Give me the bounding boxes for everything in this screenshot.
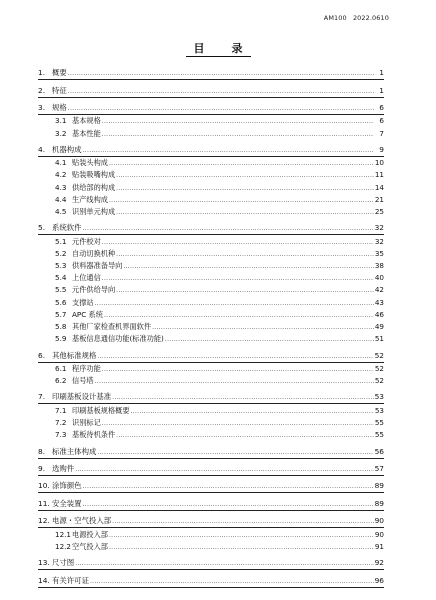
toc-entry-number: 5.7 xyxy=(55,309,67,319)
toc-entry[interactable] xyxy=(38,284,384,296)
toc-dot-leader xyxy=(95,376,374,387)
toc-dot-leader xyxy=(102,364,374,375)
toc-entry-number: 1. xyxy=(38,68,46,78)
toc-dot-leader xyxy=(68,103,374,114)
toc-entry[interactable] xyxy=(38,404,384,416)
toc-entry-label: 选购件 xyxy=(52,464,75,473)
page-header xyxy=(320,14,389,22)
toc-entry-label: 识别单元构成 xyxy=(72,206,116,216)
toc-entry-number: 6.2 xyxy=(55,375,67,385)
toc-dot-leader xyxy=(68,86,374,97)
toc-entry-number: 5.3 xyxy=(55,261,67,270)
toc-entry[interactable] xyxy=(38,321,384,333)
toc-dot-leader xyxy=(123,261,374,272)
toc-entry-label: 标准主体构成 xyxy=(52,446,97,456)
toc-entry-page: 32 xyxy=(374,223,384,233)
toc-entry-number: 3.2 xyxy=(55,128,67,138)
toc-entry-label: 基板待机条件 xyxy=(72,430,116,440)
toc-dot-leader xyxy=(152,322,374,333)
toc-entry-label: 识别标记 xyxy=(72,417,101,427)
toc-entry-number: 9. xyxy=(38,464,46,473)
toc-dot-leader xyxy=(104,310,374,321)
toc-entry[interactable] xyxy=(38,333,384,345)
toc-entry[interactable] xyxy=(38,575,384,588)
toc-dot-leader xyxy=(75,464,373,475)
toc-entry-label: 基本性能 xyxy=(72,128,101,138)
toc-entry-number: 7.3 xyxy=(55,430,67,440)
toc-entry-label: 印刷基板设计基准 xyxy=(52,392,112,402)
toc-entry-number: 7.2 xyxy=(55,417,67,427)
toc-dot-leader xyxy=(109,542,374,553)
toc-entry[interactable] xyxy=(38,235,384,247)
toc-entry-page: 90 xyxy=(374,529,384,539)
toc-entry-page: 35 xyxy=(374,248,384,258)
toc-dot-leader xyxy=(83,145,374,156)
toc-entry[interactable] xyxy=(38,557,384,570)
toc-entry-number: 5.1 xyxy=(55,236,67,246)
toc-entry-page: 46 xyxy=(374,309,384,319)
toc-entry-label: 支撑站 xyxy=(72,297,94,307)
toc-entry-number: 4.1 xyxy=(55,158,67,168)
toc-entry[interactable] xyxy=(38,429,384,441)
toc-entry-number: 13. xyxy=(38,558,50,568)
toc-entry-label: 印刷基板规格概要 xyxy=(72,405,130,415)
toc-entry[interactable] xyxy=(38,194,384,206)
toc-entry-label: 规格 xyxy=(52,103,67,113)
toc-entry-number: 4.5 xyxy=(55,206,67,216)
toc-entry-number: 5.5 xyxy=(55,285,67,295)
toc-dot-leader xyxy=(116,170,374,181)
toc-entry[interactable] xyxy=(38,222,384,235)
toc-entry-number: 12.2 xyxy=(55,541,72,551)
toc-entry[interactable] xyxy=(38,349,384,362)
toc-entry[interactable] xyxy=(38,181,384,193)
toc-entry-number: 5.4 xyxy=(55,273,67,283)
toc-entry-page: 91 xyxy=(374,541,384,551)
toc-dot-leader xyxy=(112,516,373,527)
toc-entry[interactable] xyxy=(38,309,384,321)
toc-entry[interactable] xyxy=(38,272,384,284)
toc-entry[interactable] xyxy=(38,157,384,169)
toc-entry-page: 14 xyxy=(374,182,384,192)
toc-entry[interactable] xyxy=(38,375,384,387)
toc-dot-leader xyxy=(68,68,374,79)
toc-entry-number: 12. xyxy=(38,516,50,526)
toc-entry-number: 5. xyxy=(38,223,46,233)
toc-entry-label: 机器构成 xyxy=(52,145,82,155)
toc-dot-leader xyxy=(109,195,374,206)
doc-code: AM100 xyxy=(323,14,347,22)
toc-entry-label: 电源投入部 xyxy=(72,529,108,539)
toc-dot-leader xyxy=(109,158,374,169)
toc-dot-leader xyxy=(116,285,374,296)
toc-dot-leader xyxy=(95,298,374,309)
toc-entry-page: 96 xyxy=(374,575,384,585)
toc-entry-page: 56 xyxy=(374,446,384,456)
toc-entry-number: 7. xyxy=(38,392,46,402)
toc-entry-label: 有关许可证 xyxy=(52,575,89,585)
toc-entry-label: 上位通信 xyxy=(72,273,101,283)
toc-entry[interactable] xyxy=(38,127,384,139)
toc-dot-leader xyxy=(116,207,374,218)
toc-entry-number: 5.2 xyxy=(55,248,67,258)
toc-entry-number: 4.3 xyxy=(55,182,67,192)
toc-entry[interactable] xyxy=(38,541,384,553)
toc-entry-page: 6 xyxy=(379,103,384,113)
toc-entry-number: 6.1 xyxy=(55,363,67,373)
toc-entry[interactable] xyxy=(38,528,384,540)
toc-dot-leader xyxy=(109,530,374,541)
toc-dot-leader xyxy=(97,351,373,362)
toc-entry-number: 5.8 xyxy=(55,321,67,331)
toc-dot-leader xyxy=(116,430,374,441)
toc-entry[interactable] xyxy=(38,363,384,375)
toc-entry[interactable] xyxy=(38,463,384,476)
toc-dot-leader xyxy=(102,129,374,140)
toc-entry-label: 其他厂家检查机界面软件 xyxy=(72,321,152,331)
toc-entry-page: 90 xyxy=(374,516,384,526)
toc-entry-number: 11. xyxy=(38,498,50,508)
toc-entry-page: 53 xyxy=(374,405,384,415)
toc-entry-page: 32 xyxy=(374,236,384,246)
toc-entry-label: 供料器准备导向 xyxy=(72,261,123,270)
toc-dot-leader xyxy=(102,237,374,248)
toc-entry[interactable] xyxy=(38,169,384,181)
toc-entry-label: 生产线构成 xyxy=(72,194,108,204)
toc-entry[interactable] xyxy=(38,248,384,260)
toc-entry-page: 43 xyxy=(374,297,384,307)
toc-entry-number: 12.1 xyxy=(55,529,72,539)
toc-dot-leader xyxy=(116,183,374,194)
toc-entry[interactable] xyxy=(38,102,384,115)
toc-entry-page: 53 xyxy=(374,392,384,402)
toc-entry-label: 电源・空气投入部 xyxy=(52,516,112,526)
toc-dot-leader xyxy=(131,406,374,417)
toc-entry-label: 其他标准规格 xyxy=(52,350,97,360)
toc-entry-label: 贴装头构成 xyxy=(72,158,108,168)
table-of-contents xyxy=(38,67,384,588)
toc-entry-label: 供给部的构成 xyxy=(72,182,116,192)
toc-entry-page: 89 xyxy=(374,481,384,491)
toc-dot-leader xyxy=(102,418,374,429)
toc-entry-label: 贴装吸嘴构成 xyxy=(72,170,116,180)
toc-entry-page: 52 xyxy=(374,375,384,385)
toc-entry-page: 52 xyxy=(374,350,384,360)
toc-entry[interactable] xyxy=(38,391,384,404)
toc-entry-page: 25 xyxy=(374,206,384,216)
toc-entry-number: 5.6 xyxy=(55,297,67,307)
toc-entry-label: 元件供给导向 xyxy=(72,285,116,295)
toc-entry-page: 51 xyxy=(374,334,384,344)
toc-dot-leader xyxy=(75,558,373,569)
toc-entry-label: 程序功能 xyxy=(72,363,101,373)
toc-entry-label: 涂饰颜色 xyxy=(52,481,82,491)
toc-entry-number: 5.9 xyxy=(55,334,67,344)
toc-entry-label: 安全装置 xyxy=(52,498,82,508)
doc-date: 2022.0610 xyxy=(352,14,389,22)
toc-entry-label: 空气投入部 xyxy=(72,541,108,551)
toc-title xyxy=(0,42,436,57)
toc-entry-page: 38 xyxy=(374,261,384,270)
toc-entry[interactable] xyxy=(38,515,384,528)
toc-entry-label: 信号塔 xyxy=(72,375,94,385)
toc-entry-label: 尺寸图 xyxy=(52,558,75,568)
toc-entry-label: 元件校对 xyxy=(72,236,101,246)
toc-entry-number: 7.1 xyxy=(55,405,67,415)
toc-entry-number: 14. xyxy=(38,575,50,585)
toc-entry-page: 7 xyxy=(379,128,384,138)
toc-entry-label: APC 系统 xyxy=(72,309,103,319)
toc-dot-leader xyxy=(90,576,374,587)
toc-dot-leader xyxy=(102,273,374,284)
toc-entry-label: 概要 xyxy=(52,68,67,78)
toc-entry[interactable] xyxy=(38,445,384,458)
toc-entry[interactable] xyxy=(38,115,384,127)
toc-entry-label: 基本规格 xyxy=(72,116,101,126)
toc-entry-page: 89 xyxy=(374,498,384,508)
toc-entry[interactable] xyxy=(38,417,384,429)
toc-entry-page: 40 xyxy=(374,273,384,283)
toc-entry-page: 9 xyxy=(379,145,384,155)
toc-entry-number: 4.4 xyxy=(55,194,67,204)
toc-entry-page: 1 xyxy=(379,68,384,78)
toc-entry-label: 系统软件 xyxy=(52,223,82,233)
toc-title-text: 目 录 xyxy=(186,42,251,57)
toc-entry[interactable] xyxy=(38,84,384,97)
toc-entry-label: 自动切换机种 xyxy=(72,248,116,258)
toc-dot-leader xyxy=(102,116,374,127)
toc-entry-page: 57 xyxy=(374,464,384,473)
toc-entry-page: 49 xyxy=(374,321,384,331)
toc-entry-page: 55 xyxy=(374,417,384,427)
toc-dot-leader xyxy=(83,499,374,510)
toc-entry-page: 11 xyxy=(374,170,384,180)
toc-entry-number: 3. xyxy=(38,103,46,113)
toc-entry-label: 特征 xyxy=(52,85,67,95)
toc-entry-page: 1 xyxy=(379,85,384,95)
toc-dot-leader xyxy=(116,249,374,260)
toc-entry-label: 基板信息通信功能(标准功能) xyxy=(72,334,164,344)
toc-entry[interactable] xyxy=(38,480,384,493)
toc-entry-page: 52 xyxy=(374,363,384,373)
toc-entry-page: 10 xyxy=(374,158,384,168)
toc-entry-number: 2. xyxy=(38,85,46,95)
toc-entry-number: 6. xyxy=(38,350,46,360)
toc-dot-leader xyxy=(83,481,374,492)
toc-dot-leader xyxy=(83,223,374,234)
toc-dot-leader xyxy=(112,392,373,403)
toc-entry-number: 8. xyxy=(38,446,46,456)
toc-entry[interactable] xyxy=(38,260,384,272)
toc-entry-page: 21 xyxy=(374,194,384,204)
toc-dot-leader xyxy=(165,334,374,345)
toc-entry[interactable] xyxy=(38,67,384,80)
toc-entry[interactable] xyxy=(38,498,384,511)
toc-entry-number: 3.1 xyxy=(55,116,67,126)
toc-entry-page: 42 xyxy=(374,285,384,295)
toc-entry-number: 4.2 xyxy=(55,170,67,180)
toc-entry-number: 10. xyxy=(38,481,50,491)
toc-entry-page: 6 xyxy=(379,116,384,126)
toc-entry[interactable] xyxy=(38,206,384,218)
toc-entry-page: 55 xyxy=(374,430,384,440)
toc-entry[interactable] xyxy=(38,296,384,308)
toc-entry-number: 4. xyxy=(38,145,46,155)
toc-entry[interactable] xyxy=(38,144,384,157)
toc-dot-leader xyxy=(97,447,373,458)
toc-entry-page: 92 xyxy=(374,558,384,568)
